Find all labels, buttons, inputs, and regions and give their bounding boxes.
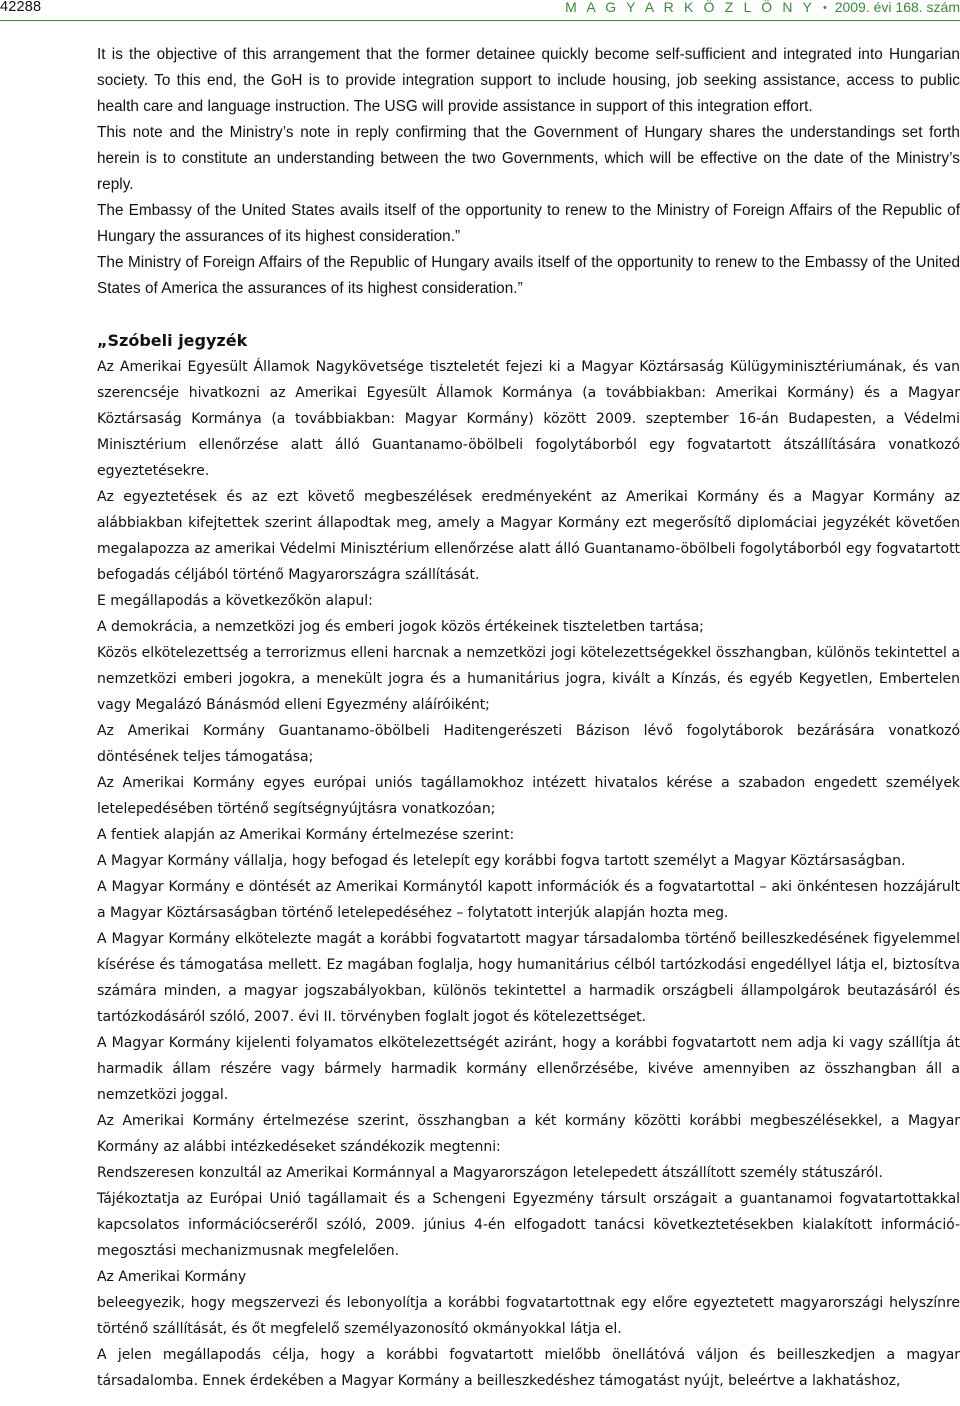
english-paragraph: The Embassy of the United States avails itself of the opportunity to renew to the Ministry of Foreign Affairs of the Republic of Hungary the assurances of its highest consideration.”	[97, 202, 960, 245]
bullet-separator: •	[822, 2, 827, 14]
hungarian-paragraph: Közös elkötelezettség a terrorizmus elleni harcnak a nemzetközi jogi kötelezettségekkel összhangban, különös tekintettel a nemzetközi emberi jogokra, a menekült jogra és a humanitárius jogra, kivált a Kínzás, és egyéb Kegyetlen, Embertelen vagy Megalázó Bánásmód elleni Egyezmény aláíróiként;	[97, 645, 960, 713]
hungarian-paragraph: A Magyar Kormány kijelenti folyamatos elkötelezettségét aziránt, hogy a korábbi fogvatartott nem adja ki vagy szállítja át harmadik állam részére vagy bármely harmadik kormány ellenőrzésébe, kivéve amennyiben az összhangban áll a nemzetközi joggal.	[97, 1035, 960, 1103]
hungarian-paragraph: Az egyeztetések és az ezt követő megbeszélések eredményeként az Amerikai Kormány és a Magyar Kormány az alábbiakban kifejtettek szerint állapodtak meg, amely a Magyar Kormány ezt megerősítő diplomáciai jegyzékét követően megalapozza az amerikai Védelmi Minisztérium ellenőrzése alatt álló Guantanamo-öbölbeli fogolytáborból egy fogvatartott befogadás céljából történő Magyarországra szállítását.	[97, 489, 960, 583]
document-body	[97, 42, 960, 1394]
hungarian-paragraph: Az Amerikai Kormány értelmezése szerint, összhangban a két kormány közötti korábbi megbeszélésekkel, a Magyar Kormány az alábbi intézkedéseket szándékozik megtenni:	[97, 1113, 960, 1155]
hungarian-paragraph: Az Amerikai Egyesült Államok Nagykövetsége tiszteletét fejezi ki a Magyar Köztársaság Külügyminisztériumának, és van szerencséje hivatkozni az Amerikai Egyesült Államok Kormánya (a továbbiakban: Amerikai Kormány) és a Magyar Köztársaság Kormánya (a továbbiakban: Magyar Kormány) között 2009. szeptember 16-án Budapesten, a Védelmi Minisztérium ellenőrzése alatt álló Guantanamo-öbölbeli fogolytáborból egy fogvatartott átszállítására vonatkozó egyeztetésekre.	[97, 359, 960, 479]
english-paragraph: It is the objective of this arrangement that the former detainee quickly become self-sufficient and integrated into Hungarian society. To this end, the GoH is to provide integration support to include housing, job seeking assistance, access to public health care and language instruction. The USG will provide assistance in support of this integration effort.	[97, 46, 960, 115]
hungarian-paragraph: A demokrácia, a nemzetközi jog és emberi jogok közös értékeinek tiszteletben tartása;	[97, 619, 704, 635]
hungarian-paragraph: A jelen megállapodás célja, hogy a korábbi fogvatartott mielőbb önellátóvá váljon és beilleszkedjen a magyar társadalomba. Ennek érdekében a Magyar Kormány a beilleszkedéshez támogatást nyújt, beleértve a lakhatáshoz,	[97, 1347, 960, 1389]
hungarian-paragraph: A Magyar Kormány vállalja, hogy befogad és letelepít egy korábbi fogva tartott személyt a Magyar Köztársaságban.	[97, 853, 906, 869]
hungarian-paragraph: A Magyar Kormány e döntését az Amerikai Kormánytól kapott információk és a fogvatartottal – aki önkéntesen hozzájárult a Magyar Köztársaságban történő letelepedéséhez – folytatott interjúk alapján hozta meg.	[97, 879, 960, 921]
issue-label: 2009. évi 168. szám	[834, 0, 960, 15]
hungarian-paragraph: A fentiek alapján az Amerikai Kormány értelmezése szerint:	[97, 827, 515, 843]
english-paragraph: This note and the Ministry’s note in reply confirming that the Government of Hungary shares the understandings set forth herein is to constitute an understanding between the two Governments, which will be effective on the date of the Ministry’s reply.	[97, 124, 960, 193]
hungarian-paragraph: Az Amerikai Kormány	[97, 1269, 247, 1285]
page-header	[0, 0, 960, 21]
hungarian-paragraph: Rendszeresen konzultál az Amerikai Kormánnyal a Magyarországon letelepedett átszállított személy státuszáról.	[97, 1165, 883, 1181]
hungarian-paragraph: Az Amerikai Kormány Guantanamo-öbölbeli Haditengerészeti Bázison lévő fogolytáborok bezárására vonatkozó döntésének teljes támogatása;	[97, 723, 960, 765]
section-title: „Szóbeli jegyzék	[97, 331, 248, 350]
hungarian-paragraph: A Magyar Kormány elkötelezte magát a korábbi fogvatartott magyar társadalomba történő beilleszkedésének figyelemmel kísérése és támogatása mellett. Ez magában foglalja, hogy humanitárius célból tartózkodási engedéllyel látja el, biztosítva számára minden, a magyar jogszabályokban, különös tekintettel a harmadik országbeli állampolgárok beutazásáról és tartózkodásáról szóló, 2007. évi II. törvényben foglalt jogot és kötelezettséget.	[97, 931, 960, 1025]
english-paragraph: The Ministry of Foreign Affairs of the Republic of Hungary avails itself of the opportunity to renew to the Embassy of the United States of America the assurances of its highest consideration.”	[97, 254, 960, 297]
hungarian-paragraph: Az Amerikai Kormány egyes európai uniós tagállamokhoz intézett hivatalos kérése a szabadon engedett személyek letelepedésében történő segítségnyújtásra vonatkozóan;	[97, 775, 960, 817]
running-head	[565, 0, 960, 15]
journal-name: M A G Y A R K Ö Z L Ö N Y	[565, 0, 816, 15]
page-number: 42288	[0, 0, 42, 15]
hungarian-paragraph: beleegyezik, hogy megszervezi és lebonyolítja a korábbi fogvatartottnak egy előre egyeztetett magyarországi helyszínre történő szállítását, és őt megfelelő személyazonosító okmányokkal látja el.	[97, 1295, 960, 1337]
hungarian-paragraph: Tájékoztatja az Európai Unió tagállamait és a Schengeni Egyezmény társult országait a guantanamoi fogvatartottakkal kapcsolatos információcseréről szóló, 2009. június 4-én elfogadott tanácsi következtetésekben kialakított információ-megosztási mechanizmusnak megfelelően.	[97, 1191, 960, 1259]
hungarian-paragraph: E megállapodás a következőkön alapul:	[97, 593, 373, 609]
